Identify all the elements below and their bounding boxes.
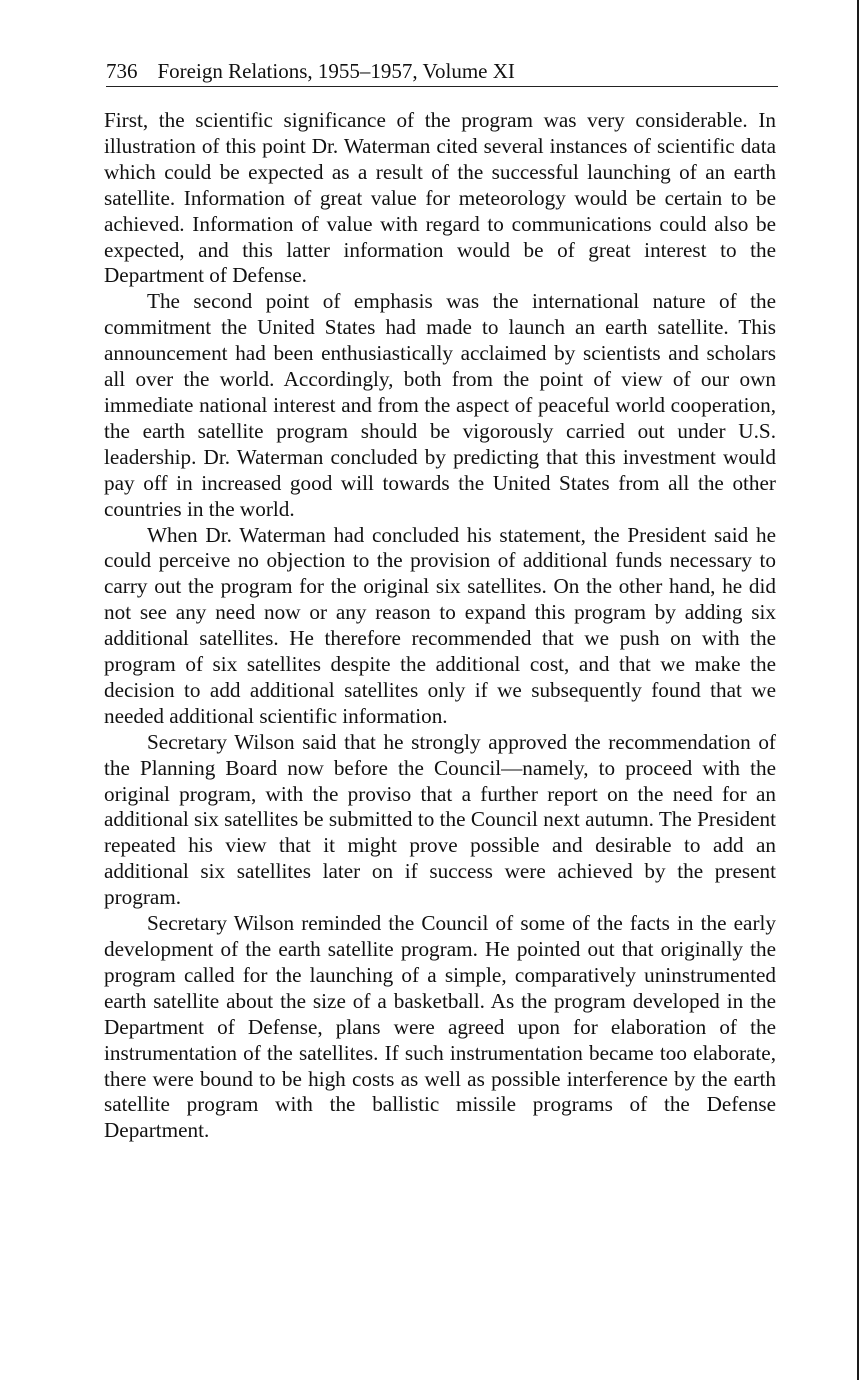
- page-number: 736: [106, 59, 138, 83]
- page-edge-line: [857, 0, 859, 1380]
- running-title: Foreign Relations, 1955–1957, Volume XI: [157, 59, 515, 83]
- paragraph-international-nature: The second point of emphasis was the international nature of the commitment the United States had made to launch an earth satellite. This announcement had been enthusiastically acclaimed by scientists and scholars all over the world. Accordingly, both from the point of view of our own immediate national interest and from the aspect of peaceful world cooperation, the earth satellite program should be vigorously carried out under U.S. leadership. Dr. Waterman concluded by predicting that this investment would pay off in increased good will towards the United States from all the other countries in the world.: [104, 289, 776, 521]
- body-text: [104, 108, 776, 1144]
- running-header: [106, 56, 778, 87]
- paragraph-president-response: When Dr. Waterman had concluded his statement, the President said he could perceive no objection to the provision of additional funds necessary to carry out the program for the original six satellites. On the other hand, he did not see any need now or any reason to expand this program by adding six additional satellites. He therefore recommended that we push on with the program of six satellites despite the additional cost, and that we make the decision to add additional satellites only if we subsequently found that we needed additional scientific information.: [104, 522, 776, 728]
- paragraph-wilson-approval: Secretary Wilson said that he strongly approved the recommendation of the Planning Board now before the Council—namely, to proceed with the original program, with the proviso that a further report on the need for an additional six satellites be submitted to the Council next autumn. The President repeated his view that it might prove possible and desirable to add an additional six satellites later on if success were achieved by the present program.: [104, 729, 776, 910]
- paragraph-scientific-significance: First, the scientific significance of the program was very considerable. In illustration of this point Dr. Waterman cited several instances of scientific data which could be expected as a result of the successful launching of an earth satellite. Information of great value for meteorology would be certain to be achieved. Information of value with regard to communications could also be expected, and this latter information would be of great interest to the Department of Defense.: [104, 108, 776, 288]
- paragraph-wilson-reminder: Secretary Wilson reminded the Council of some of the facts in the early development of the earth satellite program. He pointed out that originally the program called for the launching of a simple, comparatively uninstrumented earth satellite about the size of a basketball. As the program developed in the Department of Defense, plans were agreed upon for elaboration of the instrumentation of the satellites. If such instrumentation became too elaborate, there were bound to be high costs as well as possible interference by the earth satellite program with the ballistic missile programs of the Defense Department.: [104, 911, 776, 1143]
